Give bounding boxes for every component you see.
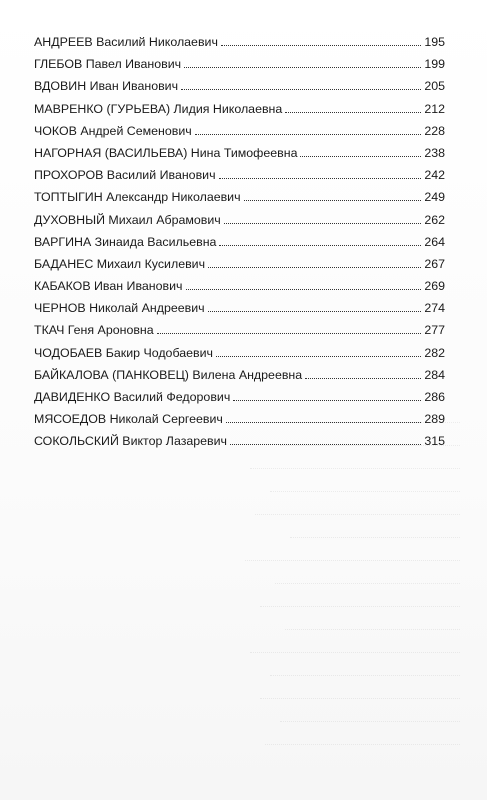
toc-entry-page-number: 269 (424, 279, 445, 294)
toc-entry-page-number: 289 (424, 412, 445, 427)
toc-dot-leader (244, 200, 421, 201)
toc-dot-leader (208, 311, 421, 312)
toc-entry-page-number: 242 (424, 168, 445, 183)
toc-entry-name: БАЙКАЛОВА (ПАНКОВЕЦ) Вилена Андреевна (34, 367, 303, 382)
toc-entry-name: АНДРЕЕВ Василий Николаевич (34, 35, 218, 49)
ghost-line (270, 469, 460, 492)
toc-entry (34, 209, 445, 231)
toc-entry-page-number: 212 (424, 101, 445, 116)
toc-entry-name: ЧЕРНОВ Николай Андреевич (34, 301, 205, 316)
ghost-line (245, 538, 460, 561)
ghost-line (280, 699, 460, 722)
toc-entry-page-number: 195 (424, 35, 445, 49)
toc-entry-page-number: 274 (424, 301, 445, 316)
toc-entry-page-number: 315 (424, 434, 445, 449)
toc-entry-page-number: 238 (424, 145, 445, 160)
toc-entry-name: МЯСОЕДОВ Николай Сергеевич (34, 412, 223, 427)
toc-entry-name: ТОПТЫГИН Александр Николаевич (34, 190, 241, 205)
toc-dot-leader (181, 89, 421, 90)
toc-dot-leader (224, 223, 421, 224)
toc-dot-leader (184, 67, 421, 68)
toc-entry (34, 142, 445, 164)
toc-dot-leader (219, 245, 421, 246)
toc-entry-name: ВДОВИН Иван Иванович (34, 79, 179, 94)
toc-entry-name: ЧОКОВ Андрей Семенович (34, 123, 192, 138)
toc-entry (34, 408, 445, 430)
toc-entry-name: ГЛЕБОВ Павел Иванович (34, 57, 182, 72)
ghost-line (285, 607, 460, 630)
ghost-line (275, 561, 460, 584)
toc-entry-page-number: 262 (424, 212, 445, 227)
toc-entry-name: НАГОРНАЯ (ВАСИЛЬЕВА) Нина Тимофеевна (34, 145, 298, 160)
toc-entry (34, 31, 445, 53)
toc-entry-page-number: 286 (424, 390, 445, 404)
toc-entry-name: КАБАКОВ Иван Иванович (34, 279, 183, 294)
toc-dot-leader (233, 400, 421, 401)
toc-dot-leader (195, 134, 421, 135)
toc-dot-leader (186, 289, 422, 290)
toc-entry-name: ТКАЧ Геня Ароновна (34, 323, 154, 338)
toc-entry (34, 253, 445, 275)
toc-entry-name: ДАВИДЕНКО Василий Федорович (34, 390, 231, 404)
toc-dot-leader (285, 112, 421, 113)
toc-entry-page-number: 199 (424, 57, 445, 72)
toc-entry-name: ВАРГИНА Зинаида Васильевна (34, 234, 217, 249)
toc-entry-name: ПРОХОРОВ Василий Иванович (34, 168, 216, 183)
toc-dot-leader (216, 356, 421, 357)
toc-entry-page-number: 264 (424, 234, 445, 249)
toc-entry-page-number: 277 (424, 323, 445, 338)
toc-dot-leader (157, 333, 421, 334)
toc-entry-page-number: 249 (424, 190, 445, 205)
toc-entry (34, 98, 445, 120)
ghost-line (265, 722, 460, 745)
toc-entry-page-number: 205 (424, 79, 445, 94)
ghost-line (260, 676, 460, 699)
ghost-line (250, 630, 460, 653)
toc-entry (34, 364, 445, 386)
toc-entry (34, 75, 445, 97)
ghost-line (290, 515, 460, 538)
reverse-side-show-through (230, 400, 460, 760)
toc-entry-page-number: 267 (424, 256, 445, 271)
toc-dot-leader (226, 422, 421, 423)
toc-entry (34, 275, 445, 297)
toc-dot-leader (300, 156, 421, 157)
toc-entry (34, 319, 445, 341)
ghost-line (270, 653, 460, 676)
toc-entry (34, 297, 445, 319)
toc-dot-leader (305, 378, 421, 379)
toc-entry-page-number: 282 (424, 345, 445, 360)
ghost-line (260, 584, 460, 607)
toc-entry (34, 120, 445, 142)
toc-entry (34, 231, 445, 253)
toc-entry (34, 164, 445, 186)
toc-entry (34, 53, 445, 75)
toc-dot-leader (208, 267, 421, 268)
toc-entry (34, 186, 445, 208)
toc-dot-leader (221, 45, 421, 46)
toc-entry-name: ДУХОВНЫЙ Михаил Абрамович (34, 212, 221, 227)
toc-entry-name: ЧОДОБАЕВ Бакир Чодобаевич (34, 345, 213, 360)
toc-entry (34, 342, 445, 364)
toc-entry-name: БАДАНЕС Михаил Кусилевич (34, 256, 206, 271)
ghost-line (255, 492, 460, 515)
toc-entry (34, 386, 445, 408)
toc-entry-name: СОКОЛЬСКИЙ Виктор Лазаревич (34, 434, 228, 449)
table-of-contents (34, 31, 445, 453)
toc-entry-name: МАВРЕНКО (ГУРЬЕВА) Лидия Николаевна (34, 101, 283, 116)
toc-entry (34, 430, 445, 452)
toc-dot-leader (219, 178, 421, 179)
toc-dot-leader (230, 444, 421, 445)
toc-entry-page-number: 284 (424, 367, 445, 382)
toc-entry-page-number: 228 (424, 123, 445, 138)
